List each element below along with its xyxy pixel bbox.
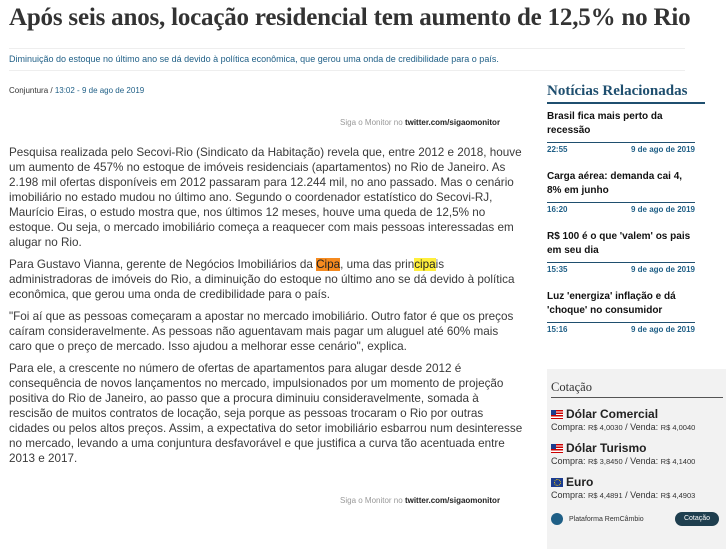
currency-name: Euro (566, 475, 594, 489)
buy-label: Compra: (551, 456, 589, 466)
section-link[interactable]: Conjuntura (9, 86, 49, 95)
title-divider (9, 48, 685, 49)
highlight-cipa-orange: Cipa (316, 258, 341, 271)
sell-label: / Venda: (622, 456, 661, 466)
related-news-date: 9 de ago de 2019 (630, 145, 695, 154)
related-news-divider (547, 262, 695, 263)
currency-quote-title: Cotação (551, 380, 592, 394)
related-news-item[interactable] (547, 290, 695, 334)
buy-value: R$ 3,8450 (588, 457, 623, 466)
follow-prefix: Siga o Monitor no (340, 496, 405, 505)
twitter-link[interactable]: twitter.com/sigaomonitor (404, 118, 501, 127)
article-meta (9, 86, 144, 95)
related-news-time: 22:55 (547, 145, 568, 154)
related-news-divider (547, 102, 705, 104)
meta-separator: / (48, 86, 55, 95)
buy-label: Compra: (551, 490, 589, 500)
related-news-item[interactable] (547, 170, 695, 214)
currency-row (551, 407, 726, 432)
buy-value: R$ 4,0030 (588, 423, 623, 432)
sell-label: / Venda: (622, 490, 661, 500)
article-title: Após seis anos, locação residencial tem aumento de 12,5% no Rio (9, 4, 691, 31)
related-news-time: 16:20 (547, 205, 568, 214)
twitter-link[interactable]: twitter.com/sigaomonitor (404, 496, 501, 505)
article-subtitle: Diminuição do estoque no último ano se dá devido à política econômica, que gerou uma onda de credibilidade para o país. (9, 54, 499, 64)
currency-quote-panel (547, 369, 726, 549)
p2-text-b: , uma das prin (340, 258, 415, 271)
currency-quote-divider (551, 397, 723, 398)
sell-value: R$ 4,0040 (660, 423, 696, 432)
related-news-divider (547, 322, 695, 323)
article-timestamp: 13:02 - 9 de ago de 2019 (54, 86, 145, 95)
sell-value: R$ 4,1400 (660, 457, 696, 466)
article-paragraph-2 (9, 257, 523, 302)
article-paragraph-4: Para ele, a crescente no número de ofertas de apartamentos para alugar desde 2012 é consequência de novos lançamentos no mercado, impulsionados por um momento de projeção positiva do Rio de Janeiro, ao passo que a procura diminuiu consideravelmente, somada à rescisão de muitos contratos de locação, seja porque as pessoas trocaram o Rio por outras cidades ou pelos altos preços. Assim, a expectativa do setor imobiliário esbarrou num desinteresse no mercado, levando a uma conjuntura desfavorável e que justifica a curva tão acentuada entre 2013 e 2017. (9, 362, 523, 465)
buy-label: Compra: (551, 422, 589, 432)
p2-text-a: Para Gustavo Vianna, gerente de Negócios Imobiliários da (9, 258, 317, 271)
sell-value: R$ 4,4903 (660, 491, 696, 500)
subtitle-divider (9, 70, 685, 71)
quote-button[interactable]: Cotação (675, 512, 719, 526)
buy-value: R$ 4,4891 (588, 491, 623, 500)
follow-prefix: Siga o Monitor no (340, 118, 405, 127)
us-flag-icon (551, 410, 563, 419)
highlight-cipa-yellow: cipa (414, 258, 436, 271)
article-body (9, 145, 523, 473)
related-news-date: 9 de ago de 2019 (630, 325, 695, 334)
us-flag-icon (551, 444, 563, 453)
platform-logo-icon (551, 513, 563, 525)
currency-name: Dólar Comercial (566, 407, 659, 421)
related-news-headline[interactable]: Carga aérea: demanda cai 4, 8% em junho (547, 171, 683, 196)
sell-label: / Venda: (622, 422, 661, 432)
currency-row (551, 475, 726, 500)
eu-flag-icon (551, 478, 563, 487)
related-news-title: Notícias Relacionadas (547, 83, 688, 99)
article-paragraph-1: Pesquisa realizada pelo Secovi-Rio (Sindicato da Habitação) revela que, entre 2012 e 2018, houve um aumento de 457% no estoque de imóveis residenciais (apartamentos) no Rio de Janeiro. As 2.198 mil ofertas disponíveis em 2012 passaram para 12.244 mil, no ano passado. Mas o cenário imobiliário no estado mudou no último ano. Segundo o coordenador estatístico do Secovi-RJ, Maurício Eiras, o estudo mostra que, nos últimos 12 meses, houve uma queda de 12,5% no estoque. Ou seja, o mercado imobiliário começa a reaquecer com mais pessoas interessadas em alugar no Rio. (9, 146, 522, 249)
related-news-divider (547, 202, 695, 203)
follow-twitter-top (340, 118, 500, 127)
related-news-divider (547, 142, 695, 143)
currency-name: Dólar Turismo (566, 441, 647, 455)
platform-link[interactable] (551, 513, 644, 525)
currency-row (551, 441, 726, 466)
p2-text-c: is administradoras de imóveis do Rio, a diminuição do estoque no último ano se dá devido à política econômica, que gerou uma onda de credibilidade para o país. (9, 258, 515, 301)
article-paragraph-3: "Foi aí que as pessoas começaram a apostar no mercado imobiliário. Outro fator é que os preços caíram consideravelmente. As pessoas não aguentavam mais pagar um aluguel até 60% mais caro que o preço de mercado. Isso ajudou a melhorar esse cenário", explica. (9, 310, 514, 353)
related-news-headline[interactable]: Luz 'energiza' inflação e dá 'choque' no consumidor (547, 291, 676, 316)
related-news-date: 9 de ago de 2019 (630, 205, 695, 214)
platform-label: Plataforma RemCâmbio (569, 515, 644, 523)
related-news-headline[interactable]: Brasil fica mais perto da recessão (547, 111, 663, 136)
follow-twitter-bottom (340, 496, 500, 505)
related-news-time: 15:35 (547, 265, 568, 274)
related-news-time: 15:16 (547, 325, 568, 334)
related-news-item[interactable] (547, 230, 695, 274)
related-news-item[interactable] (547, 110, 695, 154)
related-news-date: 9 de ago de 2019 (630, 265, 695, 274)
related-news-headline[interactable]: R$ 100 é o que 'valem' os pais em seu dia (547, 231, 691, 256)
